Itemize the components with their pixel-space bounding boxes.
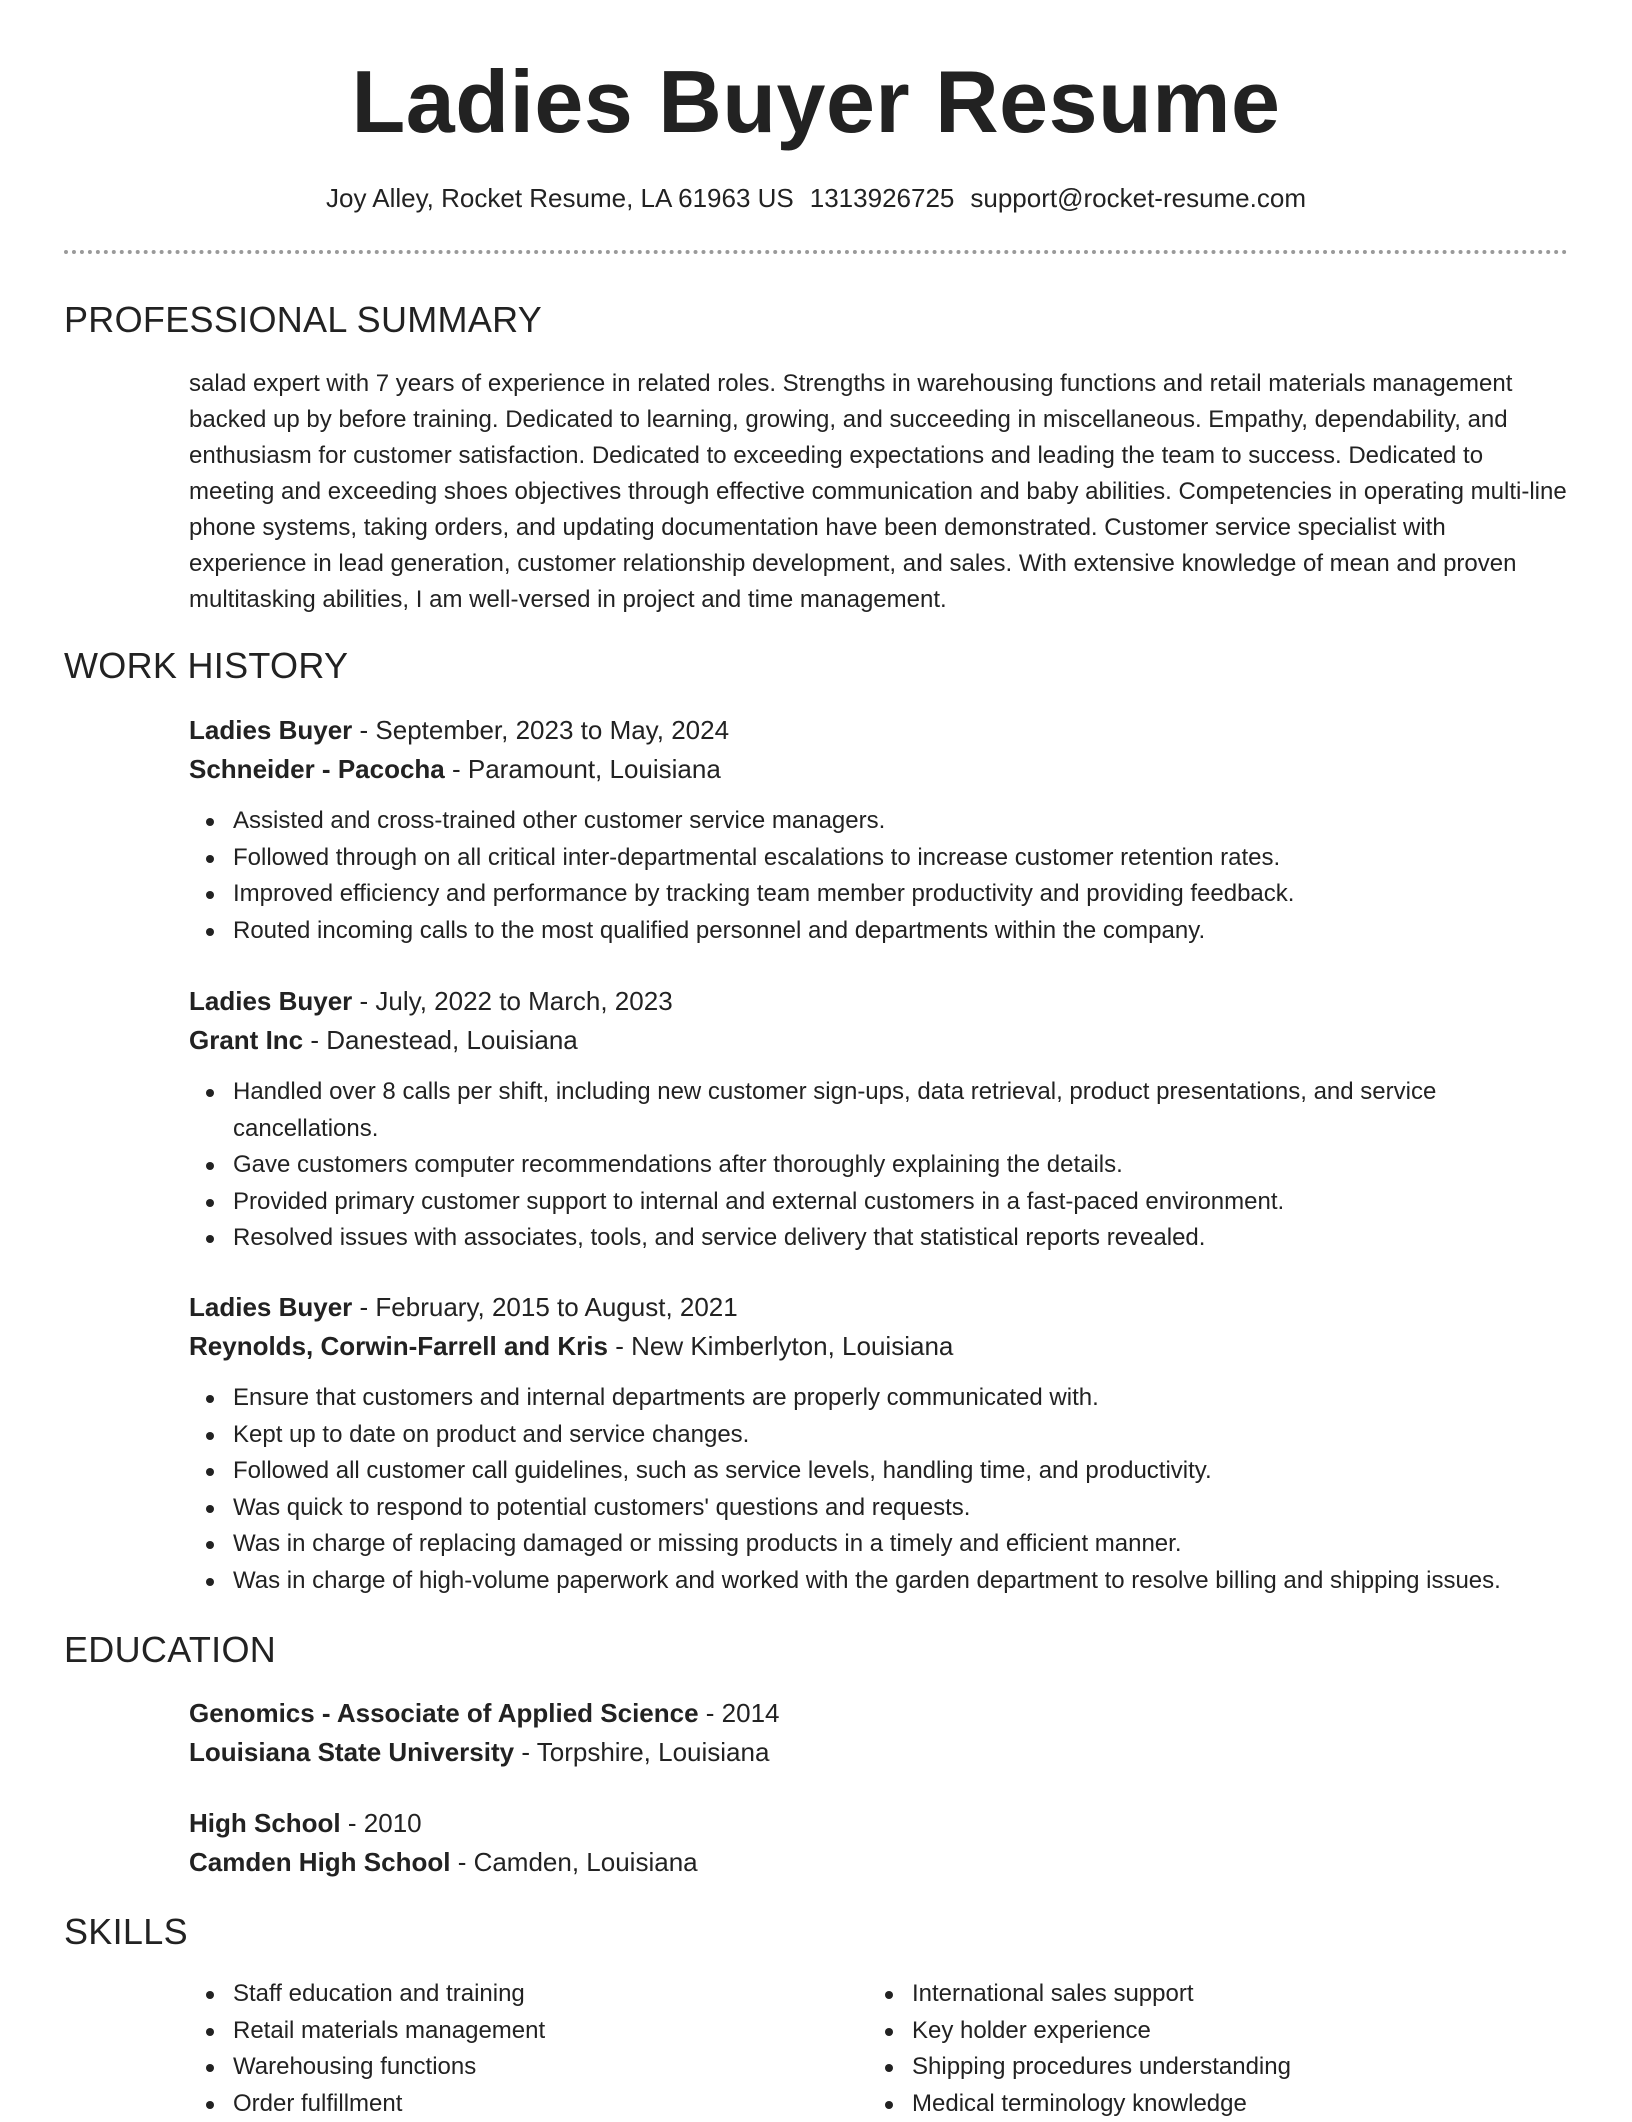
job-company: Grant Inc bbox=[189, 1025, 303, 1055]
job-company-line bbox=[189, 1327, 1569, 1366]
list-item: Resolved issues with associates, tools, and service delivery that statistical reports revealed. bbox=[233, 1220, 1569, 1257]
list-item: Key holder experience bbox=[912, 2013, 1548, 2050]
work-history-heading: WORK HISTORY bbox=[64, 644, 348, 688]
list-item: International sales support bbox=[912, 1976, 1548, 2013]
list-item: Warehousing functions bbox=[233, 2049, 829, 2086]
job-company-line bbox=[189, 750, 1569, 789]
job-entry bbox=[189, 1288, 1569, 1599]
skills-heading: SKILLS bbox=[64, 1910, 188, 1954]
list-item: Was in charge of replacing damaged or missing products in a timely and efficient manner. bbox=[233, 1526, 1569, 1563]
education-degree: High School bbox=[189, 1808, 341, 1838]
job-dates: - July, 2022 to March, 2023 bbox=[352, 986, 672, 1016]
education-school-line bbox=[189, 1733, 1569, 1772]
list-item: Provided primary customer support to internal and external customers in a fast-paced environment. bbox=[233, 1184, 1569, 1221]
list-item: Routed incoming calls to the most qualified personnel and departments within the company. bbox=[233, 913, 1569, 950]
job-title: Ladies Buyer bbox=[189, 1292, 352, 1322]
summary-text: salad expert with 7 years of experience in related roles. Strengths in warehousing functions and retail materials management backed up by before training. Dedicated to learning, growing, and succeeding in miscellaneous. Empathy, dependability, and enthusiasm for customer satisfaction. Dedicated to exceeding expectations and leading the team to success. Dedicated to meeting and exceeding shoes objectives through effective communication and baby abilities. Competencies in operating multi-line phone systems, taking orders, and updating documentation have been demonstrated. Customer service specialist with experience in lead generation, customer relationship development, and sales. With extensive knowledge of mean and proven multitasking abilities, I am well-versed in project and time management. bbox=[189, 366, 1569, 618]
education-location: - Torpshire, Louisiana bbox=[514, 1737, 769, 1767]
skills-list-right bbox=[868, 1976, 1548, 2122]
list-item: Followed through on all critical inter-departmental escalations to increase customer retention rates. bbox=[233, 840, 1569, 877]
job-bullets bbox=[189, 803, 1569, 949]
education-year: - 2010 bbox=[341, 1808, 422, 1838]
job-title: Ladies Buyer bbox=[189, 715, 352, 745]
list-item: Gave customers computer recommendations after thoroughly explaining the details. bbox=[233, 1147, 1569, 1184]
education-entry bbox=[189, 1804, 1569, 1882]
job-entry bbox=[189, 711, 1569, 949]
contact-line bbox=[0, 181, 1632, 215]
list-item: Kept up to date on product and service changes. bbox=[233, 1417, 1569, 1454]
job-dates: - September, 2023 to May, 2024 bbox=[352, 715, 729, 745]
list-item: Followed all customer call guidelines, such as service levels, handling time, and productivity. bbox=[233, 1453, 1569, 1490]
job-location: - Paramount, Louisiana bbox=[445, 754, 721, 784]
job-company: Reynolds, Corwin-Farrell and Kris bbox=[189, 1331, 608, 1361]
list-item: Medical terminology knowledge bbox=[912, 2086, 1548, 2122]
list-item: Order fulfillment bbox=[233, 2086, 829, 2122]
list-item: Staff education and training bbox=[233, 1976, 829, 2013]
education-year: - 2014 bbox=[699, 1698, 780, 1728]
education-degree-line bbox=[189, 1804, 1569, 1843]
job-company: Schneider - Pacocha bbox=[189, 754, 445, 784]
resume-title: Ladies Buyer Resume bbox=[0, 52, 1632, 152]
job-title-line bbox=[189, 982, 1569, 1021]
education-school-line bbox=[189, 1843, 1569, 1882]
list-item: Retail materials management bbox=[233, 2013, 829, 2050]
job-title: Ladies Buyer bbox=[189, 986, 352, 1016]
job-company-line bbox=[189, 1021, 1569, 1060]
list-item: Was in charge of high-volume paperwork and worked with the garden department to resolve billing and shipping issues. bbox=[233, 1563, 1569, 1600]
list-item: Ensure that customers and internal departments are properly communicated with. bbox=[233, 1380, 1569, 1417]
contact-address: Joy Alley, Rocket Resume, LA 61963 US bbox=[326, 183, 794, 213]
job-dates: - February, 2015 to August, 2021 bbox=[352, 1292, 737, 1322]
education-degree: Genomics - Associate of Applied Science bbox=[189, 1698, 699, 1728]
contact-email[interactable]: support@rocket-resume.com bbox=[970, 183, 1306, 213]
job-bullets bbox=[189, 1074, 1569, 1257]
education-entry bbox=[189, 1694, 1569, 1772]
job-title-line bbox=[189, 711, 1569, 750]
list-item: Improved efficiency and performance by tracking team member productivity and providing feedback. bbox=[233, 876, 1569, 913]
education-heading: EDUCATION bbox=[64, 1628, 276, 1672]
contact-phone: 1313926725 bbox=[810, 183, 955, 213]
education-school: Louisiana State University bbox=[189, 1737, 514, 1767]
job-entry bbox=[189, 982, 1569, 1257]
education-school: Camden High School bbox=[189, 1847, 450, 1877]
summary-heading: PROFESSIONAL SUMMARY bbox=[64, 298, 542, 342]
header-divider bbox=[64, 250, 1568, 254]
job-title-line bbox=[189, 1288, 1569, 1327]
list-item: Handled over 8 calls per shift, including new customer sign-ups, data retrieval, product presentations, and service cancellations. bbox=[233, 1074, 1569, 1147]
skills-column-left bbox=[189, 1976, 829, 2122]
job-bullets bbox=[189, 1380, 1569, 1599]
list-item: Assisted and cross-trained other customer service managers. bbox=[233, 803, 1569, 840]
education-location: - Camden, Louisiana bbox=[450, 1847, 697, 1877]
list-item: Was quick to respond to potential customers' questions and requests. bbox=[233, 1490, 1569, 1527]
skills-column-right bbox=[868, 1976, 1548, 2122]
job-location: - New Kimberlyton, Louisiana bbox=[608, 1331, 953, 1361]
education-degree-line bbox=[189, 1694, 1569, 1733]
list-item: Shipping procedures understanding bbox=[912, 2049, 1548, 2086]
job-location: - Danestead, Louisiana bbox=[303, 1025, 578, 1055]
skills-list-left bbox=[189, 1976, 829, 2122]
